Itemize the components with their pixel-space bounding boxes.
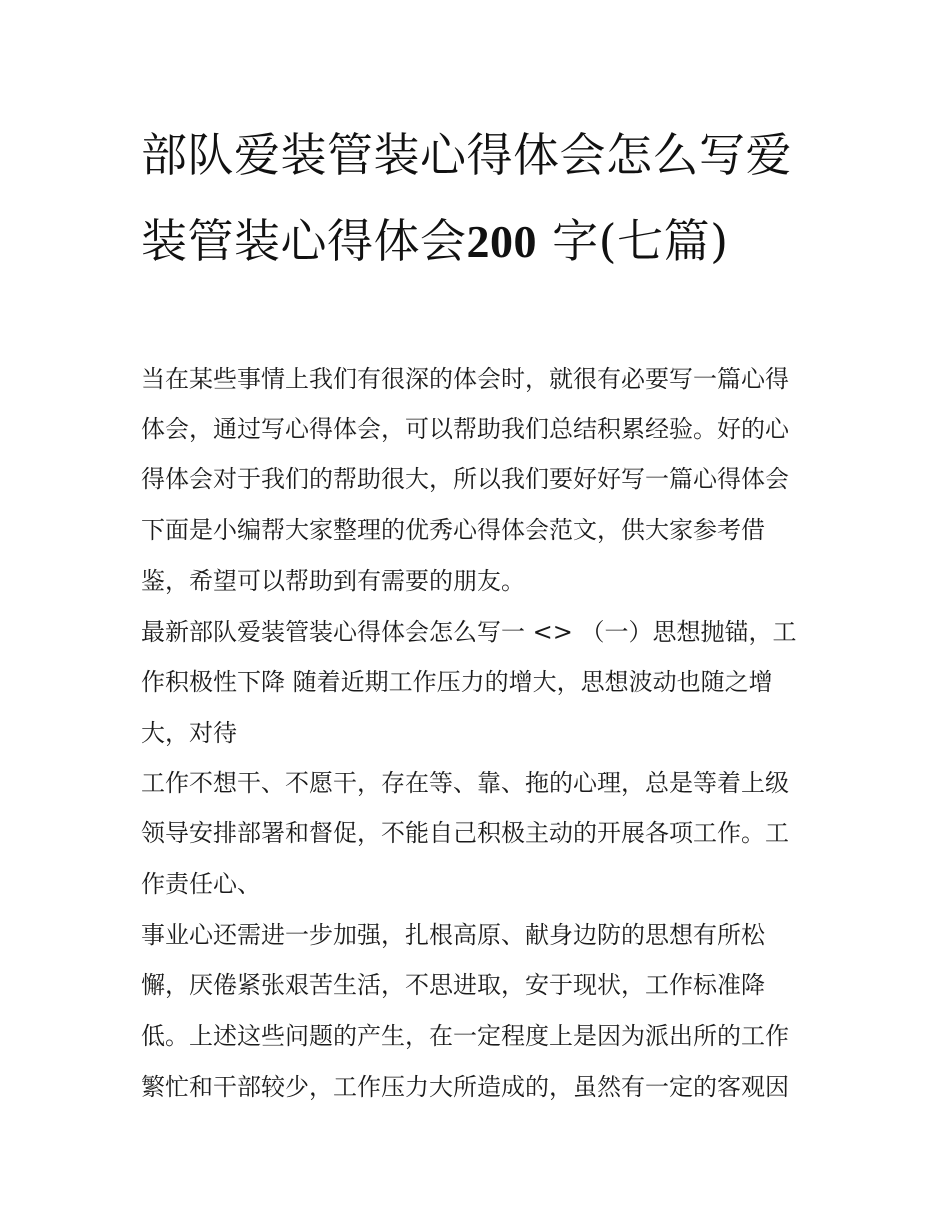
body-line-2: 体会，通过写心得体会，可以帮助我们总结积累经验。好的心 [141, 415, 789, 443]
body-line-1: 当在某些事情上我们有很深的体会时，就很有必要写一篇心得 [141, 365, 789, 393]
body-line-15: 繁忙和干部较少，工作压力大所造成的，虽然有一定的客观因 [141, 1073, 789, 1101]
body-line-13: 懈，厌倦紧张艰苦生活，不思进取，安于现状，工作标准降 [141, 971, 765, 999]
title-number: 200 [466, 216, 537, 267]
title-text: 部队爱装管装心得体会怎么写爱装管装心得体会 [141, 128, 792, 268]
body-line-10: 领导安排部署和督促，不能自己积极主动的开展各项工作。工 [141, 819, 789, 847]
body-line-6: 最新部队爱装管装心得体会怎么写一 <> （一）思想抛锚，工 [141, 618, 797, 646]
body-line-14: 低。上述这些问题的产生，在一定程度上是因为派出所的工作 [141, 1022, 789, 1050]
body-line-12: 事业心还需进一步加强，扎根高原、献身边防的思想有所松 [141, 921, 765, 949]
body-line-3: 得体会对于我们的帮助很大，所以我们要好好写一篇心得体会 [141, 465, 789, 493]
body-line-11: 作责任心、 [141, 870, 261, 898]
body-line-4: 下面是小编帮大家整理的优秀心得体会范文，供大家参考借 [141, 516, 765, 544]
body-line-5: 鉴，希望可以帮助到有需要的朋友。 [141, 567, 525, 595]
title-suffix: 字(七篇) [537, 214, 729, 268]
document-title [141, 112, 821, 285]
body-line-8: 大，对待 [141, 719, 237, 747]
body-line-9: 工作不想干、不愿干，存在等、靠、拖的心理，总是等着上级 [141, 769, 789, 797]
body-line-7: 作积极性下降 随着近期工作压力的增大，思想波动也随之增 [141, 668, 773, 696]
